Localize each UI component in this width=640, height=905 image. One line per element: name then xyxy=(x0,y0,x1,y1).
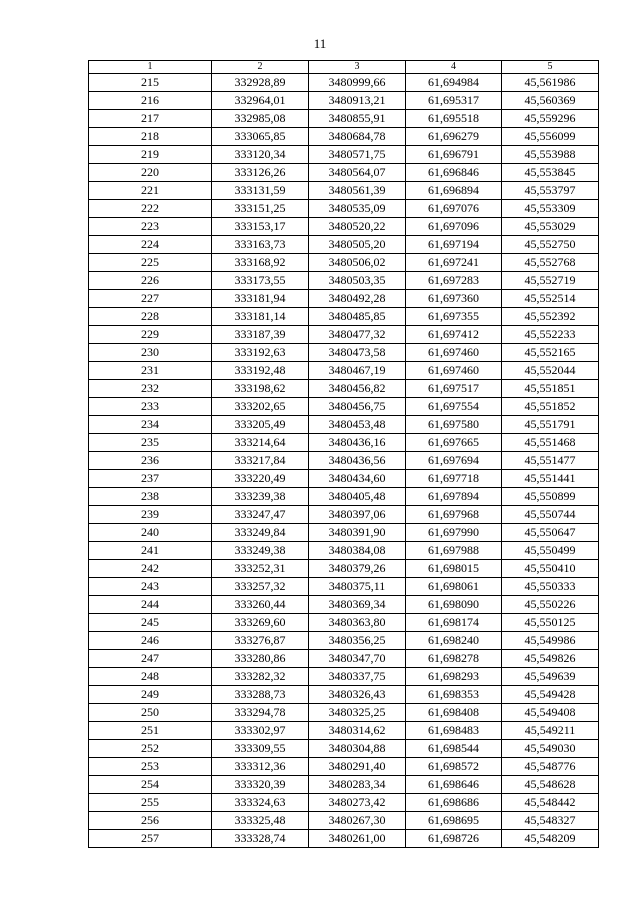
table-row xyxy=(89,344,599,362)
table-cell: 61,695317 xyxy=(406,92,502,110)
table-cell: 61,698695 xyxy=(406,812,502,830)
table-cell: 250 xyxy=(89,704,212,722)
table-row xyxy=(89,578,599,596)
table-cell: 3480267,30 xyxy=(309,812,406,830)
table-cell: 232 xyxy=(89,380,212,398)
table-cell: 3480283,34 xyxy=(309,776,406,794)
table-cell: 45,548442 xyxy=(502,794,599,812)
table-cell: 333320,39 xyxy=(212,776,309,794)
table-cell: 45,548327 xyxy=(502,812,599,830)
table-cell: 3480384,08 xyxy=(309,542,406,560)
table-cell: 45,552044 xyxy=(502,362,599,380)
table-cell: 241 xyxy=(89,542,212,560)
table-cell: 45,553988 xyxy=(502,146,599,164)
table-cell: 45,550899 xyxy=(502,488,599,506)
table-cell: 45,560369 xyxy=(502,92,599,110)
table-row xyxy=(89,254,599,272)
table-row xyxy=(89,272,599,290)
table-row xyxy=(89,146,599,164)
table-cell: 45,553845 xyxy=(502,164,599,182)
page-number: 11 xyxy=(313,36,327,51)
table-row xyxy=(89,830,599,848)
table-cell: 333294,78 xyxy=(212,704,309,722)
table-cell: 217 xyxy=(89,110,212,128)
table-cell: 233 xyxy=(89,398,212,416)
table-cell: 3480304,88 xyxy=(309,740,406,758)
table-cell: 251 xyxy=(89,722,212,740)
table-cell: 333302,97 xyxy=(212,722,309,740)
table-cell: 333214,64 xyxy=(212,434,309,452)
table-row xyxy=(89,524,599,542)
table-cell: 3480369,34 xyxy=(309,596,406,614)
table-cell: 61,697360 xyxy=(406,290,502,308)
table-cell: 244 xyxy=(89,596,212,614)
table-cell: 45,556099 xyxy=(502,128,599,146)
table-cell: 333276,87 xyxy=(212,632,309,650)
table-row xyxy=(89,218,599,236)
table-cell: 45,550226 xyxy=(502,596,599,614)
table-cell: 333217,84 xyxy=(212,452,309,470)
table-row xyxy=(89,236,599,254)
table-cell: 61,698090 xyxy=(406,596,502,614)
table-cell: 256 xyxy=(89,812,212,830)
table-row xyxy=(89,110,599,128)
table-cell: 228 xyxy=(89,308,212,326)
table-cell: 3480571,75 xyxy=(309,146,406,164)
table-cell: 45,552392 xyxy=(502,308,599,326)
table-cell: 61,698174 xyxy=(406,614,502,632)
table-cell: 61,697517 xyxy=(406,380,502,398)
table-cell: 61,698293 xyxy=(406,668,502,686)
table-cell: 222 xyxy=(89,200,212,218)
table-cell: 333252,31 xyxy=(212,560,309,578)
table-cell: 3480855,91 xyxy=(309,110,406,128)
table-cell: 245 xyxy=(89,614,212,632)
table-cell: 252 xyxy=(89,740,212,758)
table-cell: 45,553029 xyxy=(502,218,599,236)
table-cell: 3480913,21 xyxy=(309,92,406,110)
table-row xyxy=(89,812,599,830)
table-cell: 230 xyxy=(89,344,212,362)
table-cell: 3480379,26 xyxy=(309,560,406,578)
table-cell: 333260,44 xyxy=(212,596,309,614)
table-cell: 3480456,82 xyxy=(309,380,406,398)
table-cell: 61,697990 xyxy=(406,524,502,542)
table-cell: 236 xyxy=(89,452,212,470)
table-cell: 3480506,02 xyxy=(309,254,406,272)
table-cell: 3480375,11 xyxy=(309,578,406,596)
table-row xyxy=(89,362,599,380)
table-cell: 45,551477 xyxy=(502,452,599,470)
table-cell: 45,553797 xyxy=(502,182,599,200)
table-cell: 3480363,80 xyxy=(309,614,406,632)
table-cell: 235 xyxy=(89,434,212,452)
table-cell: 61,697694 xyxy=(406,452,502,470)
table-cell: 61,697076 xyxy=(406,200,502,218)
table-cell: 247 xyxy=(89,650,212,668)
table-cell: 61,697412 xyxy=(406,326,502,344)
table-cell: 61,698483 xyxy=(406,722,502,740)
table-cell: 61,697718 xyxy=(406,470,502,488)
table-cell: 61,697968 xyxy=(406,506,502,524)
table-cell: 333220,49 xyxy=(212,470,309,488)
table-row xyxy=(89,308,599,326)
table-cell: 45,550125 xyxy=(502,614,599,632)
table-cell: 61,697460 xyxy=(406,362,502,380)
table-row xyxy=(89,416,599,434)
table-cell: 231 xyxy=(89,362,212,380)
table-cell: 333153,17 xyxy=(212,218,309,236)
table-cell: 45,550499 xyxy=(502,542,599,560)
table-row xyxy=(89,506,599,524)
table-cell: 3480314,62 xyxy=(309,722,406,740)
table-cell: 253 xyxy=(89,758,212,776)
table-cell: 333205,49 xyxy=(212,416,309,434)
table-cell: 45,552233 xyxy=(502,326,599,344)
table-cell: 3480453,48 xyxy=(309,416,406,434)
column-header: 4 xyxy=(406,61,502,74)
table-cell: 333198,62 xyxy=(212,380,309,398)
table-cell: 3480434,60 xyxy=(309,470,406,488)
table-cell: 45,550744 xyxy=(502,506,599,524)
table-row xyxy=(89,164,599,182)
table-cell: 254 xyxy=(89,776,212,794)
table-row xyxy=(89,686,599,704)
table-cell: 333065,85 xyxy=(212,128,309,146)
table-cell: 333239,38 xyxy=(212,488,309,506)
table-cell: 249 xyxy=(89,686,212,704)
table-cell: 45,561986 xyxy=(502,74,599,92)
table-row xyxy=(89,398,599,416)
table-cell: 229 xyxy=(89,326,212,344)
table-cell: 224 xyxy=(89,236,212,254)
table-cell: 3480485,85 xyxy=(309,308,406,326)
column-header: 2 xyxy=(212,61,309,74)
table-cell: 61,697894 xyxy=(406,488,502,506)
table-row xyxy=(89,632,599,650)
table-cell: 3480520,22 xyxy=(309,218,406,236)
column-header: 5 xyxy=(502,61,599,74)
table-cell: 3480564,07 xyxy=(309,164,406,182)
table-cell: 45,550333 xyxy=(502,578,599,596)
table-cell: 45,549986 xyxy=(502,632,599,650)
table-cell: 61,697194 xyxy=(406,236,502,254)
coordinates-table xyxy=(88,60,599,848)
table-cell: 61,698278 xyxy=(406,650,502,668)
table-cell: 333269,60 xyxy=(212,614,309,632)
table-row xyxy=(89,128,599,146)
table-cell: 61,697355 xyxy=(406,308,502,326)
table-cell: 333324,63 xyxy=(212,794,309,812)
table-cell: 238 xyxy=(89,488,212,506)
table-row xyxy=(89,740,599,758)
table-cell: 61,698572 xyxy=(406,758,502,776)
table-cell: 45,551441 xyxy=(502,470,599,488)
table-cell: 3480561,39 xyxy=(309,182,406,200)
table-row xyxy=(89,776,599,794)
table-cell: 61,695518 xyxy=(406,110,502,128)
table-cell: 45,551791 xyxy=(502,416,599,434)
table-cell: 333173,55 xyxy=(212,272,309,290)
table-cell: 223 xyxy=(89,218,212,236)
table-cell: 225 xyxy=(89,254,212,272)
table-cell: 61,698015 xyxy=(406,560,502,578)
table-row xyxy=(89,758,599,776)
table-cell: 333288,73 xyxy=(212,686,309,704)
table-cell: 240 xyxy=(89,524,212,542)
table-cell: 3480337,75 xyxy=(309,668,406,686)
table-cell: 333187,39 xyxy=(212,326,309,344)
table-cell: 3480999,66 xyxy=(309,74,406,92)
table-cell: 45,548776 xyxy=(502,758,599,776)
table-row xyxy=(89,326,599,344)
table-cell: 3480505,20 xyxy=(309,236,406,254)
table-cell: 61,696846 xyxy=(406,164,502,182)
table-row xyxy=(89,182,599,200)
table-cell: 61,698544 xyxy=(406,740,502,758)
table-cell: 333181,94 xyxy=(212,290,309,308)
table-cell: 3480291,40 xyxy=(309,758,406,776)
table-cell: 257 xyxy=(89,830,212,848)
table-cell: 45,552719 xyxy=(502,272,599,290)
table-cell: 45,549826 xyxy=(502,650,599,668)
table-cell: 3480261,00 xyxy=(309,830,406,848)
table-cell: 221 xyxy=(89,182,212,200)
table-row xyxy=(89,200,599,218)
table-cell: 3480436,56 xyxy=(309,452,406,470)
table-cell: 61,698240 xyxy=(406,632,502,650)
table-row xyxy=(89,596,599,614)
table-cell: 61,696791 xyxy=(406,146,502,164)
table-row xyxy=(89,722,599,740)
table-cell: 61,694984 xyxy=(406,74,502,92)
table-cell: 333328,74 xyxy=(212,830,309,848)
table-cell: 246 xyxy=(89,632,212,650)
table-row xyxy=(89,452,599,470)
table-cell: 3480273,42 xyxy=(309,794,406,812)
table-row xyxy=(89,290,599,308)
table-row xyxy=(89,380,599,398)
table-cell: 219 xyxy=(89,146,212,164)
table-cell: 61,697241 xyxy=(406,254,502,272)
table-cell: 3480473,58 xyxy=(309,344,406,362)
table-cell: 333249,38 xyxy=(212,542,309,560)
table-cell: 45,559296 xyxy=(502,110,599,128)
table-row xyxy=(89,470,599,488)
table-cell: 332928,89 xyxy=(212,74,309,92)
table-cell: 45,548628 xyxy=(502,776,599,794)
table-cell: 3480397,06 xyxy=(309,506,406,524)
table-cell: 61,696279 xyxy=(406,128,502,146)
table-cell: 248 xyxy=(89,668,212,686)
table-cell: 3480456,75 xyxy=(309,398,406,416)
table-row xyxy=(89,542,599,560)
table-cell: 45,553309 xyxy=(502,200,599,218)
table-cell: 61,698061 xyxy=(406,578,502,596)
table-cell: 61,698646 xyxy=(406,776,502,794)
table-cell: 333120,34 xyxy=(212,146,309,164)
table-cell: 215 xyxy=(89,74,212,92)
table-cell: 3480391,90 xyxy=(309,524,406,542)
table-cell: 333163,73 xyxy=(212,236,309,254)
table-cell: 45,548209 xyxy=(502,830,599,848)
table-cell: 333309,55 xyxy=(212,740,309,758)
table-cell: 220 xyxy=(89,164,212,182)
table-cell: 45,551468 xyxy=(502,434,599,452)
table-cell: 61,697665 xyxy=(406,434,502,452)
table-cell: 3480347,70 xyxy=(309,650,406,668)
table-cell: 3480436,16 xyxy=(309,434,406,452)
table-row xyxy=(89,560,599,578)
table-cell: 45,550410 xyxy=(502,560,599,578)
table-cell: 237 xyxy=(89,470,212,488)
table-cell: 3480467,19 xyxy=(309,362,406,380)
table-cell: 255 xyxy=(89,794,212,812)
table-row xyxy=(89,668,599,686)
table-cell: 333126,26 xyxy=(212,164,309,182)
table-row xyxy=(89,92,599,110)
table-row xyxy=(89,74,599,92)
table-cell: 61,698353 xyxy=(406,686,502,704)
table-cell: 3480535,09 xyxy=(309,200,406,218)
table-cell: 45,551852 xyxy=(502,398,599,416)
table-cell: 45,552750 xyxy=(502,236,599,254)
table-cell: 61,697283 xyxy=(406,272,502,290)
table-cell: 239 xyxy=(89,506,212,524)
table-cell: 242 xyxy=(89,560,212,578)
table-cell: 61,697096 xyxy=(406,218,502,236)
table-cell: 333181,14 xyxy=(212,308,309,326)
table-cell: 61,698726 xyxy=(406,830,502,848)
column-header: 1 xyxy=(89,61,212,74)
table-cell: 333282,32 xyxy=(212,668,309,686)
table-cell: 333325,48 xyxy=(212,812,309,830)
table-cell: 234 xyxy=(89,416,212,434)
table-cell: 45,549030 xyxy=(502,740,599,758)
table-cell: 3480477,32 xyxy=(309,326,406,344)
table-row xyxy=(89,488,599,506)
table-cell: 61,697580 xyxy=(406,416,502,434)
table-cell: 333192,63 xyxy=(212,344,309,362)
table-cell: 3480503,35 xyxy=(309,272,406,290)
table-cell: 45,550647 xyxy=(502,524,599,542)
table-cell: 227 xyxy=(89,290,212,308)
table-cell: 218 xyxy=(89,128,212,146)
table-cell: 45,552514 xyxy=(502,290,599,308)
table-cell: 332985,08 xyxy=(212,110,309,128)
table-cell: 226 xyxy=(89,272,212,290)
table-cell: 61,697460 xyxy=(406,344,502,362)
table-cell: 3480492,28 xyxy=(309,290,406,308)
table-cell: 3480405,48 xyxy=(309,488,406,506)
table-cell: 216 xyxy=(89,92,212,110)
table-cell: 3480684,78 xyxy=(309,128,406,146)
table-cell: 45,549639 xyxy=(502,668,599,686)
table-cell: 333151,25 xyxy=(212,200,309,218)
table-cell: 332964,01 xyxy=(212,92,309,110)
table-cell: 45,549211 xyxy=(502,722,599,740)
table-cell: 61,698686 xyxy=(406,794,502,812)
table-cell: 3480326,43 xyxy=(309,686,406,704)
table-cell: 61,696894 xyxy=(406,182,502,200)
column-header: 3 xyxy=(309,61,406,74)
table-row xyxy=(89,614,599,632)
table-cell: 333249,84 xyxy=(212,524,309,542)
table-row xyxy=(89,794,599,812)
table-header-row xyxy=(89,61,599,74)
table-row xyxy=(89,704,599,722)
table-cell: 45,549408 xyxy=(502,704,599,722)
table-cell: 333312,36 xyxy=(212,758,309,776)
table-cell: 61,698408 xyxy=(406,704,502,722)
table-cell: 3480325,25 xyxy=(309,704,406,722)
table-cell: 333131,59 xyxy=(212,182,309,200)
table-cell: 333192,48 xyxy=(212,362,309,380)
table-cell: 45,552768 xyxy=(502,254,599,272)
table-cell: 45,551851 xyxy=(502,380,599,398)
table-cell: 243 xyxy=(89,578,212,596)
table-cell: 61,697554 xyxy=(406,398,502,416)
table-body xyxy=(89,74,599,848)
table-row xyxy=(89,650,599,668)
table-cell: 333202,65 xyxy=(212,398,309,416)
table-cell: 3480356,25 xyxy=(309,632,406,650)
table-cell: 333168,92 xyxy=(212,254,309,272)
table-cell: 333280,86 xyxy=(212,650,309,668)
table-cell: 333257,32 xyxy=(212,578,309,596)
table-cell: 45,549428 xyxy=(502,686,599,704)
table-row xyxy=(89,434,599,452)
table-cell: 333247,47 xyxy=(212,506,309,524)
table-cell: 61,697988 xyxy=(406,542,502,560)
table-cell: 45,552165 xyxy=(502,344,599,362)
